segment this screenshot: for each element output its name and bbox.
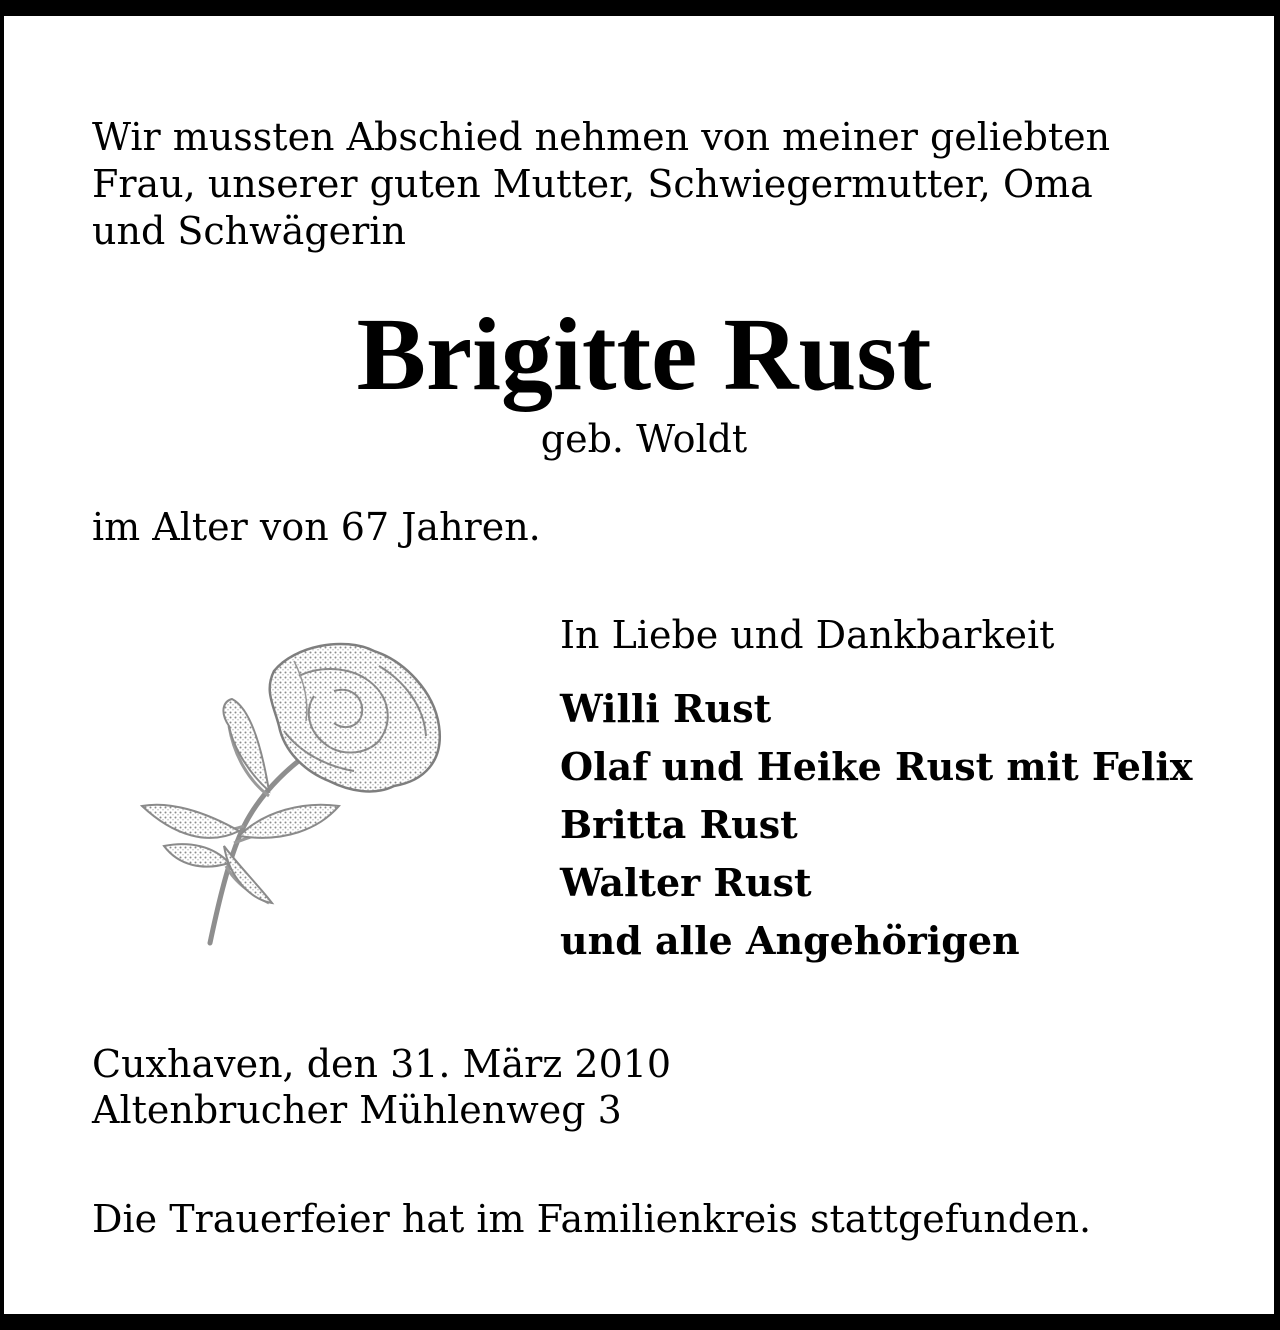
place-date: Cuxhaven, den 31. März 2010 <box>92 1042 672 1086</box>
family-list <box>560 680 1192 970</box>
family-member: Walter Rust <box>560 860 812 905</box>
intro-line: Frau, unserer guten Mutter, Schwiegermutter, Oma <box>92 162 1093 206</box>
age-line: im Alter von 67 Jahren. <box>92 505 541 549</box>
dedication-line: In Liebe und Dankbarkeit <box>560 613 1055 657</box>
intro-line: Wir mussten Abschied nehmen von meiner geliebten <box>92 115 1111 159</box>
place-and-address <box>92 1041 671 1133</box>
intro-line: und Schwägerin <box>92 209 406 253</box>
family-member: und alle Angehörigen <box>560 918 1020 963</box>
ceremony-note: Die Trauerfeier hat im Familienkreis stattgefunden. <box>92 1197 1092 1241</box>
family-member: Britta Rust <box>560 802 798 847</box>
family-member: Olaf und Heike Rust mit Felix <box>560 744 1193 789</box>
deceased-name: Brigitte Rust <box>356 297 932 412</box>
intro-text <box>92 114 1110 255</box>
family-member: Willi Rust <box>560 686 772 731</box>
address: Altenbrucher Mühlenweg 3 <box>92 1088 622 1132</box>
maiden-name: geb. Woldt <box>540 417 748 461</box>
rose-icon <box>134 631 454 951</box>
